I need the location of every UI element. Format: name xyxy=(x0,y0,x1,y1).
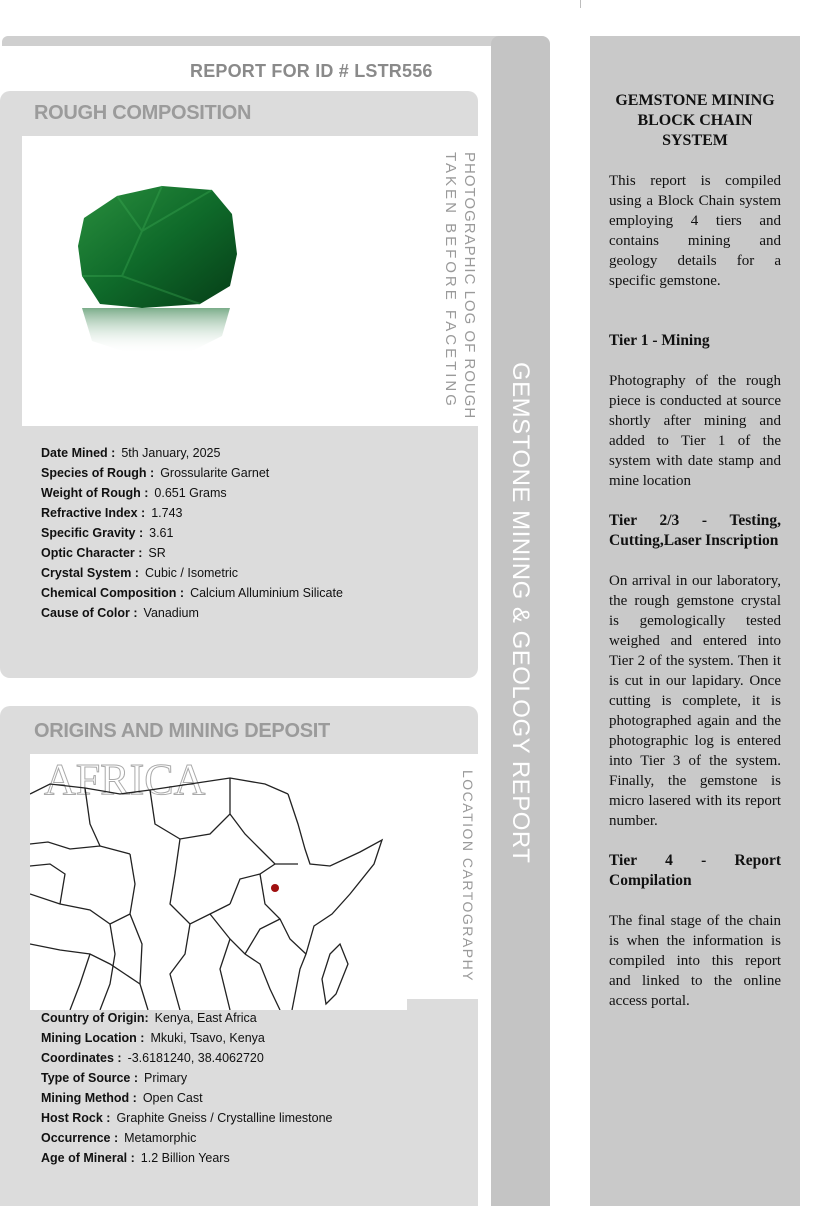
blockchain-info-content xyxy=(609,91,781,1011)
top-bar xyxy=(2,36,547,46)
field-mining-method: Mining Method : Open Cast xyxy=(41,1091,203,1105)
map-africa-label: AFRICA xyxy=(44,755,206,804)
center-vertical-title: GEMSTONE MINING & GEOLOGY REPORT xyxy=(507,362,534,864)
tier4-text: The final stage of the chain is when the information is compiled into this report and linked to the online access portal. xyxy=(609,913,781,1009)
report-id: REPORT FOR ID # LSTR556 xyxy=(190,61,433,81)
blockchain-title: GEMSTONE MINING BLOCK CHAIN SYSTEM xyxy=(615,92,775,149)
field-refractive-index: Refractive Index : 1.743 xyxy=(41,506,183,520)
divider-tick xyxy=(580,0,581,8)
field-age-of-mineral: Age of Mineral : 1.2 Billion Years xyxy=(41,1151,230,1165)
field-occurrence: Occurrence : Metamorphic xyxy=(41,1131,197,1145)
field-coordinates: Coordinates : -3.6181240, 38.4062720 xyxy=(41,1051,264,1065)
field-optic-character: Optic Character : SR xyxy=(41,546,166,560)
field-species-of-rough: Species of Rough : Grossularite Garnet xyxy=(41,466,270,480)
field-cause-of-color: Cause of Color : Vanadium xyxy=(41,606,199,620)
africa-map xyxy=(30,754,407,1010)
rough-photo-caption-line1: PHOTOGRAPHIC LOG OF ROUGH xyxy=(461,152,478,420)
field-type-of-source: Type of Source : Primary xyxy=(41,1071,188,1085)
field-specific-gravity: Specific Gravity : 3.61 xyxy=(41,526,174,540)
field-country-of-origin: Country of Origin: Kenya, East Africa xyxy=(41,1011,257,1025)
tier1-text: Photography of the rough piece is conducted at source shortly after mining and added to Tier 1 of the system with date stamp and mine location xyxy=(609,373,781,489)
origins-title: ORIGINS AND MINING DEPOSIT xyxy=(34,720,330,742)
tier23-text: On arrival in our laboratory, the rough gemstone crystal is gemologically tested weighed and entered into Tier 2 of the system. Then it is cut in our lapidary. Once cutting is complete, it is photographed again and the photographic log is entered into Tier 3 of the system. Finally, the gemstone is micro lasered with its report number. xyxy=(609,573,781,829)
field-weight-of-rough: Weight of Rough : 0.651 Grams xyxy=(41,486,227,500)
field-date-mined: Date Mined : 5th January, 2025 xyxy=(41,446,221,460)
field-crystal-system: Crystal System : Cubic / Isometric xyxy=(41,566,239,580)
map-caption: LOCATION CARTOGRAPHY xyxy=(460,770,476,983)
field-host-rock: Host Rock : Graphite Gneiss / Crystalline limestone xyxy=(41,1111,333,1125)
mine-location-marker xyxy=(271,884,279,892)
tier1-heading: Tier 1 - Mining xyxy=(609,332,710,349)
rough-gemstone-photo xyxy=(22,136,313,426)
tier23-heading: Tier 2/3 - Testing, Cutting,Laser Inscription xyxy=(609,512,781,549)
rough-composition-title: ROUGH COMPOSITION xyxy=(34,102,252,124)
rough-photo-caption-line2: TAKEN BEFORE FACETING xyxy=(442,152,459,409)
tier4-heading: Tier 4 - Report Compilation xyxy=(609,852,781,889)
field-mining-location: Mining Location : Mkuki, Tsavo, Kenya xyxy=(41,1031,265,1045)
blockchain-intro: This report is compiled using a Block Chain system employing 4 tiers and contains mining and geology details for a specific gemstone. xyxy=(609,173,781,289)
field-chemical-composition: Chemical Composition : Calcium Alluminium Silicate xyxy=(41,586,343,600)
